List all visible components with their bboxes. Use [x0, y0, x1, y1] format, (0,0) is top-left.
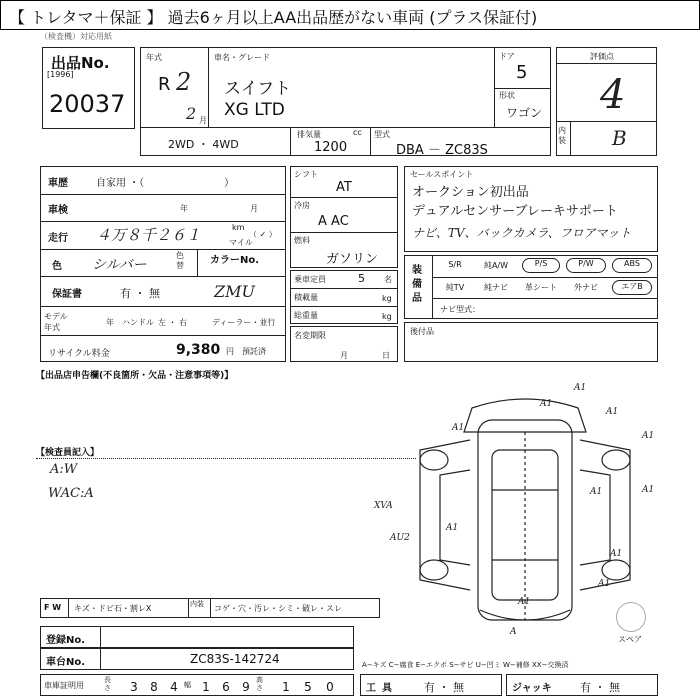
month-unit: 月 [199, 116, 207, 125]
inspector-label: 【検査員記入】 [36, 448, 100, 458]
fw-interior-label: 内装 [190, 600, 204, 608]
equip-extnavi: 外ナビ [574, 283, 598, 292]
jack-label: ジャッキ [512, 683, 552, 694]
score-label: 評価点 [590, 52, 614, 61]
inspector-note-1: A:W [50, 462, 78, 477]
shift-value: AT [336, 180, 352, 195]
mark-a1-10: A1 [518, 597, 531, 607]
cert-digit-3: 4 [170, 680, 178, 694]
equip-tv: 純TV [445, 283, 465, 292]
doors-label: ドア [499, 52, 515, 61]
mark-a1-8: A1 [610, 549, 623, 559]
header-banner [0, 0, 700, 30]
shaken-month: 月 [250, 204, 258, 213]
equip-alloy: 純A/W [483, 261, 509, 270]
equip-leather: 革シート [525, 283, 557, 292]
mark-a1-1: A1 [452, 423, 465, 433]
weight-unit: kg [382, 312, 392, 321]
capacity-label: 乗車定員 [294, 275, 326, 284]
name-label: 車名・グレード [214, 53, 270, 62]
cert-digit-8: 5 [304, 680, 312, 694]
load-unit: kg [382, 294, 392, 303]
mileage-paren: （ ✓ ） [249, 230, 277, 239]
aircon-label: 冷房 [294, 201, 310, 210]
model-label: 型式 [374, 130, 390, 139]
lot-box [42, 47, 135, 129]
handle-value: 左 ・ 右 [158, 318, 188, 327]
chassis-label: 車台No. [46, 657, 86, 668]
sales-point-line2: デュアルセンサーブレーキサポート [412, 204, 618, 219]
load-label: 積載量 [294, 293, 318, 302]
fuel-label: 燃料 [294, 236, 310, 245]
displacement-value: 1200 [314, 140, 348, 155]
jack-value: 有 ・ 無 [580, 681, 620, 694]
lot-year-code: [1996] [47, 70, 74, 79]
fw-damage: キズ・ドビ石・割レX [74, 604, 152, 613]
name-change-month: 月 [340, 351, 348, 360]
mark-a1-3: A1 [574, 383, 587, 393]
spare-tire-icon [616, 602, 646, 632]
color-change-label: 色替 [176, 251, 184, 270]
attachment-label: 後付品 [410, 327, 434, 336]
mark-a1-5: A1 [642, 431, 655, 441]
spare-label: スペア [618, 635, 642, 644]
mark-a1-6: A1 [642, 485, 655, 495]
displacement-unit: cc [353, 128, 362, 137]
month-value: 2 [186, 104, 197, 123]
warranty-value: 有 ・ 無 [120, 287, 160, 300]
fw-label: F W [44, 603, 62, 612]
year-era: R [158, 74, 171, 95]
dealer-label: ディーラー・並行 [212, 318, 276, 327]
lot-label: 出品No. [51, 54, 110, 72]
cert-digit-5: 6 [222, 680, 230, 694]
model-year-year: 年 [106, 318, 114, 327]
registration-row [40, 626, 354, 648]
name-change-day: 日 [382, 351, 390, 360]
score-value: 4 [600, 72, 626, 118]
cert-sep-height: 高さ [256, 676, 263, 692]
mark-a1-9: A1 [598, 579, 611, 589]
color-value: シルバー [92, 257, 147, 273]
equip-abs: ABS [612, 258, 652, 273]
equip-ps: P/S [522, 258, 560, 273]
attachment-box [404, 322, 658, 362]
mark-a1-11: A1 [446, 523, 459, 533]
fuel-value: ガソリン [326, 252, 379, 267]
registration-label: 登録No. [46, 635, 86, 646]
cert-digit-2: 8 [150, 680, 158, 694]
mileage-unit-mile: マイル [229, 238, 253, 247]
warranty-label: 保証書 [52, 289, 82, 300]
history-value: 自家用 ・（ ） [96, 178, 235, 189]
mark-a-bottom: A [510, 627, 517, 637]
equipment-label: 装備品 [412, 265, 422, 304]
mark-xva: XVA [374, 501, 393, 511]
cert-sep-width: 幅 [184, 681, 191, 689]
cert-sep-length: 長さ [104, 676, 111, 692]
cert-digit-9: 0 [326, 680, 334, 694]
mark-a1-2: A1 [540, 399, 553, 409]
sales-point-handwritten: ナビ、TV、バックカメラ、フロアマット [412, 226, 632, 240]
shape-label: 形状 [499, 91, 515, 100]
cert-digit-1: 3 [130, 680, 138, 694]
history-label: 車歴 [48, 178, 68, 189]
sales-point-line1: オークション初出品 [412, 185, 529, 200]
recycle-unit: 円 [226, 347, 234, 356]
header-subtitle: （検査機）対応用紙 [40, 32, 112, 41]
chassis-value: ZC83S-142724 [190, 652, 280, 666]
recycle-deposit: 預託済 [242, 347, 266, 356]
capacity-value: 5 [358, 272, 365, 285]
colorno-label: カラーNo. [210, 255, 260, 266]
navi-model-label: ナビ型式： [440, 305, 480, 314]
color-label: 色 [52, 261, 62, 272]
colorno-value: ZMU [214, 282, 255, 301]
damage-legend: A−キズ C−腐食 E−エクボ S−サビ U−凹ミ W−補修 XX−交換済 [362, 661, 569, 669]
recycle-label: リサイクル料金 [48, 349, 110, 359]
mark-au2: AU2 [390, 533, 410, 543]
cert-label: 車庫証明用 [44, 681, 84, 690]
year-value: 2 [176, 68, 192, 96]
handle-label: ハンドル [122, 318, 154, 327]
shape-value: ワゴン [506, 106, 543, 120]
header-banner-text: 【 トレタマ＋保証 】 過去6ヶ月以上AA出品歴がない車両 (プラス保証付) [9, 8, 538, 27]
inspector-note-2: WAC:A [48, 486, 94, 501]
aircon-value: A AC [318, 214, 349, 229]
interior-value: B [612, 126, 627, 150]
model-year-label: モデル年式 [44, 312, 68, 332]
mileage-label: 走行 [48, 233, 68, 244]
cert-digit-6: 9 [242, 680, 250, 694]
shift-label: シフト [294, 170, 318, 179]
name-change-label: 名変期限 [294, 331, 326, 340]
mark-a1-7: A1 [590, 487, 603, 497]
sales-point-label: セールスポイント [410, 170, 474, 179]
vehicle-name: スイフト [224, 79, 292, 99]
seller-notes-label: 【出品店申告欄(不良箇所・欠品・注意事項等)】 [36, 371, 234, 381]
equip-navi: 純ナビ [484, 283, 508, 292]
equip-sr: S/R [448, 260, 462, 269]
shaken-year: 年 [180, 204, 188, 213]
tools-label: 工具 [366, 683, 398, 694]
equip-airbag: エアB [612, 280, 652, 295]
model-value: DBA － ZC83S [396, 143, 488, 158]
car-damage-diagram [374, 380, 670, 640]
tools-value: 有 ・ 無 [424, 681, 464, 694]
cert-digit-7: 1 [282, 680, 290, 694]
cert-digit-4: 1 [202, 680, 210, 694]
mark-a1-4: A1 [606, 407, 619, 417]
shaken-label: 車検 [48, 205, 68, 216]
recycle-amount: 9,380 [176, 342, 221, 358]
lot-number: 20037 [49, 90, 126, 118]
drive-value: 2WD ・ 4WD [168, 138, 239, 151]
capacity-unit: 名 [384, 275, 392, 284]
equip-pw: P/W [566, 258, 606, 273]
displacement-label: 排気量 [297, 130, 321, 139]
vehicle-grade: XG LTD [224, 100, 285, 120]
doors-value: 5 [516, 62, 528, 83]
interior-label: 内装 [558, 126, 566, 145]
fw-interior: コゲ・穴・汚レ・シミ・破レ・スレ [214, 604, 342, 613]
year-label: 年式 [146, 53, 162, 62]
mileage-value: ４万８千２６１ [96, 226, 202, 244]
weight-label: 総重量 [294, 311, 318, 320]
mileage-unit-km: km [232, 223, 245, 232]
